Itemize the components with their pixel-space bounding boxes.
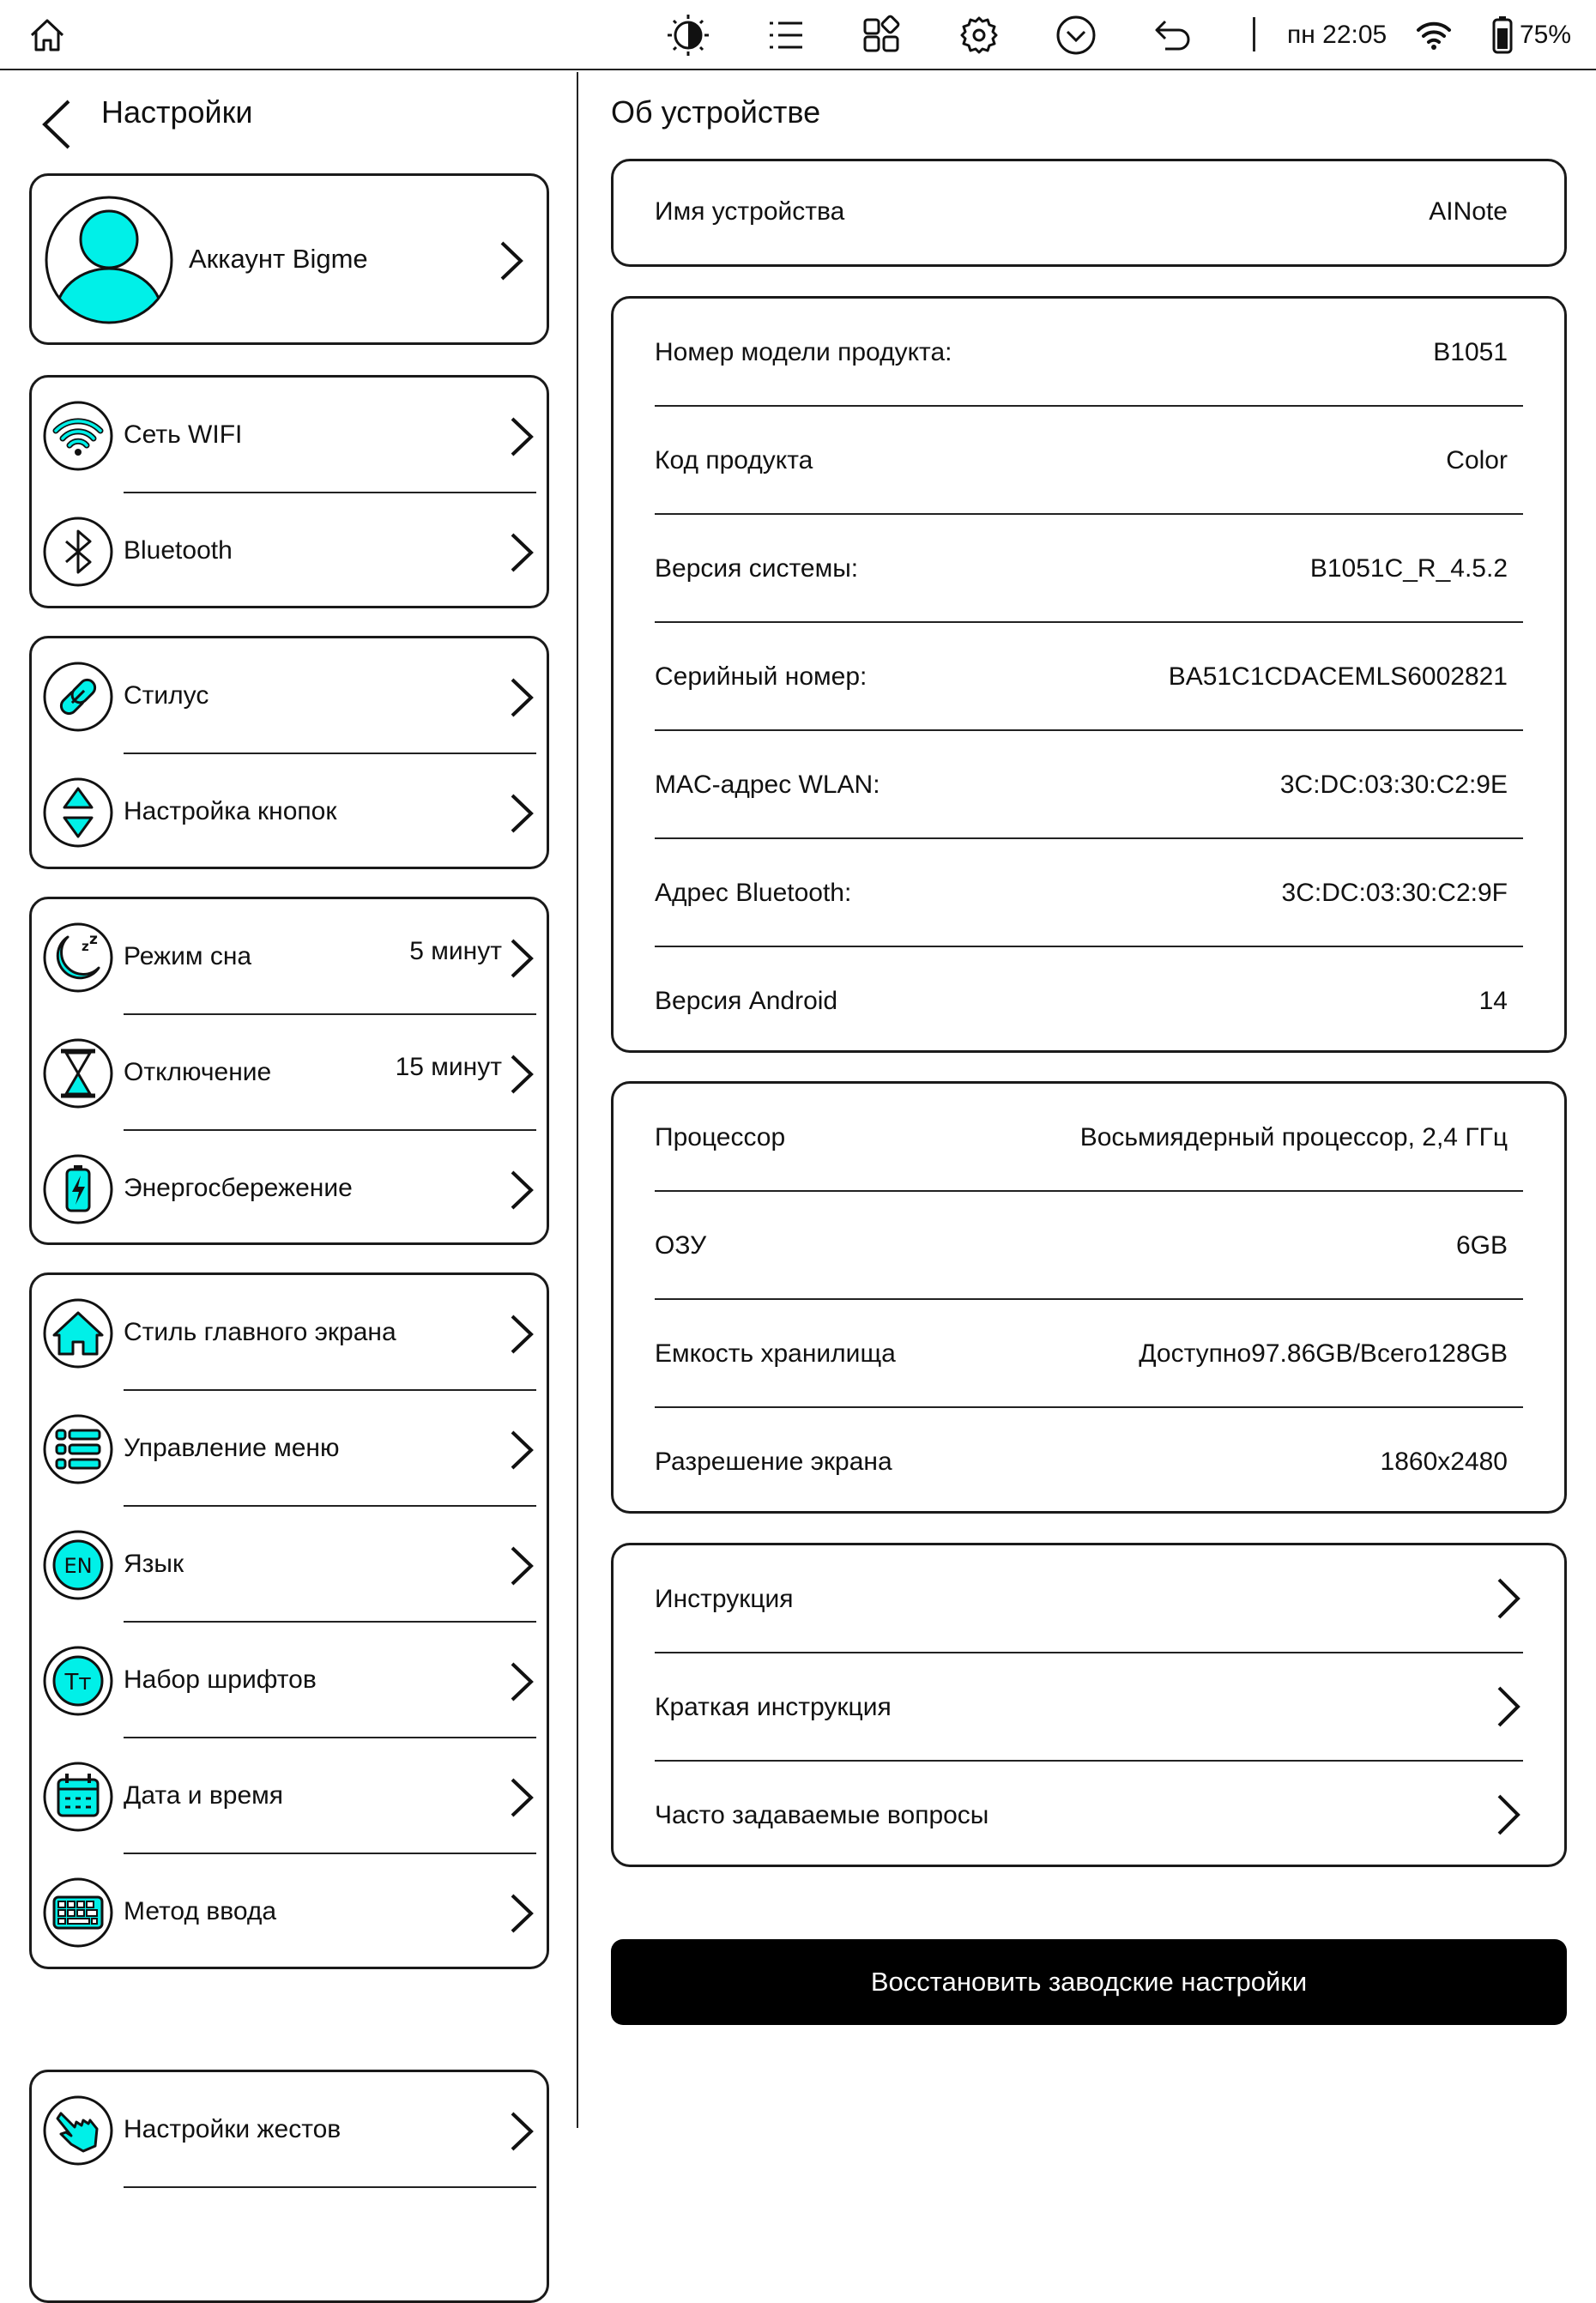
info-value: 1860x2480	[1380, 1448, 1508, 1476]
info-value: 14	[1478, 987, 1508, 1015]
gesture-icon	[42, 2094, 114, 2167]
factory-reset-button[interactable]: Восстановить заводские настройки	[611, 1939, 1567, 2025]
sleep-icon	[42, 922, 114, 994]
info-row	[614, 515, 1564, 623]
info-row	[614, 299, 1564, 407]
settings-item-gestures[interactable]	[32, 2072, 547, 2188]
settings-item-home-style[interactable]	[32, 1275, 547, 1391]
device-name-card[interactable]	[611, 159, 1567, 267]
home-icon[interactable]	[21, 9, 74, 62]
info-label: Адрес Bluetooth:	[655, 879, 852, 907]
chevron-right-icon	[507, 1167, 536, 1213]
info-label: Версия Android	[655, 987, 838, 1015]
list-icon[interactable]	[759, 9, 812, 62]
settings-sidebar	[0, 72, 578, 2143]
wifi-icon	[42, 400, 114, 472]
info-label: Код продукта	[655, 446, 813, 475]
gestures-group	[29, 2070, 549, 2303]
power-group	[29, 897, 549, 1245]
battery-saver-icon	[42, 1153, 114, 1225]
help-item-label: Инструкция	[655, 1585, 794, 1613]
info-value: Восьмиядерный процессор, 2,4 ГГц	[1079, 1123, 1508, 1152]
info-value: Доступно97.86GB/Всего128GB	[1139, 1339, 1508, 1368]
info-label: Разрешение экрана	[655, 1448, 892, 1476]
font-icon	[42, 1645, 114, 1717]
settings-item-power-saving[interactable]	[32, 1131, 547, 1247]
settings-item-label: Управление меню	[124, 1434, 340, 1462]
info-label: Версия системы:	[655, 554, 859, 583]
info-row	[614, 1192, 1564, 1300]
back-arrow-icon[interactable]	[1146, 9, 1199, 62]
device-info-card	[611, 296, 1567, 1053]
device-name-row[interactable]	[614, 161, 1564, 264]
info-value: B1051C_R_4.5.2	[1309, 554, 1508, 583]
help-card	[611, 1543, 1567, 1867]
hardware-card	[611, 1081, 1567, 1514]
collapse-icon[interactable]	[1049, 9, 1103, 62]
help-item-quick-guide[interactable]	[614, 1653, 1564, 1762]
shutdown-value: 15 минут	[395, 1053, 502, 1081]
menu-list-icon	[42, 1413, 114, 1485]
back-button[interactable]	[34, 94, 86, 154]
svg-text:EN: EN	[63, 1554, 93, 1578]
chevron-right-icon	[507, 1311, 536, 1357]
hourglass-icon	[42, 1037, 114, 1109]
chevron-right-icon	[507, 1051, 536, 1097]
settings-item-shutdown[interactable]	[32, 1015, 547, 1131]
apps-icon[interactable]	[855, 9, 908, 62]
settings-item-label: Bluetooth	[124, 536, 233, 565]
info-row	[614, 623, 1564, 731]
contrast-icon[interactable]	[662, 9, 715, 62]
info-label: Серийный номер:	[655, 662, 868, 691]
info-label: Процессор	[655, 1123, 786, 1152]
chevron-right-icon	[507, 1774, 536, 1821]
settings-item-sleep[interactable]	[32, 899, 547, 1015]
settings-item-menu[interactable]	[32, 1391, 547, 1507]
info-value: B1051	[1433, 338, 1508, 366]
settings-item-label: Настройка кнопок	[124, 797, 337, 825]
chevron-right-icon	[507, 2108, 536, 2155]
info-label: MAC-адрес WLAN:	[655, 771, 880, 799]
settings-item-language[interactable]	[32, 1507, 547, 1623]
clock: пн 22:05	[1287, 21, 1387, 49]
page-title: Настройки	[101, 94, 253, 130]
settings-item-datetime[interactable]	[32, 1738, 547, 1854]
battery-level: 75%	[1520, 21, 1572, 49]
chevron-right-icon	[507, 790, 536, 837]
stylus-icon	[42, 661, 114, 733]
svg-text:z: z	[89, 931, 98, 948]
personalization-group	[29, 1272, 549, 1969]
settings-item-label: Метод ввода	[124, 1897, 277, 1925]
back-icon	[34, 94, 86, 154]
account-card[interactable]	[29, 173, 549, 345]
svg-text:z: z	[82, 939, 89, 954]
settings-item-label: Стиль главного экрана	[124, 1318, 396, 1346]
chevron-right-icon	[507, 1427, 536, 1473]
svg-text:Tт: Tт	[64, 1670, 92, 1696]
network-group	[29, 375, 549, 608]
info-row	[614, 731, 1564, 839]
help-item-label: Краткая инструкция	[655, 1693, 892, 1721]
input-devices-group	[29, 636, 549, 869]
info-row	[614, 947, 1564, 1055]
settings-item-label: Настройки жестов	[124, 2115, 342, 2143]
device-name-value: AINote	[1429, 197, 1508, 226]
settings-item-fonts[interactable]	[32, 1623, 547, 1738]
settings-item-label: Режим сна	[124, 942, 252, 970]
chevron-right-icon	[1494, 1683, 1523, 1731]
settings-item-bluetooth[interactable]	[32, 493, 547, 609]
info-value: Color	[1446, 446, 1508, 475]
chevron-right-icon	[507, 414, 536, 460]
info-row	[614, 1300, 1564, 1408]
divider	[124, 2186, 536, 2188]
info-value: BA51C1CDACEMLS6002821	[1168, 662, 1508, 691]
language-icon	[42, 1529, 114, 1601]
chevron-right-icon	[1494, 1575, 1523, 1623]
settings-item-label: Дата и время	[124, 1781, 284, 1810]
home-style-icon	[42, 1297, 114, 1369]
wifi-status-icon	[1407, 9, 1460, 62]
info-row	[614, 407, 1564, 515]
chevron-right-icon	[507, 935, 536, 982]
status-divider	[1253, 17, 1255, 51]
info-value: 3C:DC:03:30:C2:9E	[1279, 771, 1508, 799]
sleep-value: 5 минут	[409, 937, 502, 965]
info-label: Номер модели продукта:	[655, 338, 952, 366]
info-row	[614, 1408, 1564, 1516]
chevron-right-icon	[507, 1543, 536, 1589]
settings-item-stylus[interactable]	[32, 638, 547, 754]
info-value: 3C:DC:03:30:C2:9F	[1281, 879, 1508, 907]
help-item-label: Часто задаваемые вопросы	[655, 1801, 989, 1829]
chevron-right-icon	[507, 529, 536, 576]
about-device-panel	[580, 72, 1596, 2128]
settings-item-label: Стилус	[124, 681, 209, 710]
info-row	[614, 839, 1564, 947]
settings-item-label: Сеть WIFI	[124, 420, 243, 449]
chevron-right-icon	[1494, 1791, 1523, 1839]
info-value: 6GB	[1455, 1231, 1508, 1260]
account-label: Аккаунт Bigme	[189, 244, 368, 274]
settings-item-label: Отключение	[124, 1058, 272, 1086]
info-label: Имя устройства	[655, 197, 845, 226]
chevron-right-icon	[507, 674, 536, 721]
help-item-manual[interactable]	[614, 1545, 1564, 1653]
bluetooth-icon	[42, 516, 114, 588]
help-item-faq[interactable]	[614, 1762, 1564, 1870]
section-title: Об устройстве	[611, 94, 821, 130]
avatar-icon	[44, 195, 174, 325]
settings-icon[interactable]	[952, 9, 1006, 62]
settings-item-label: Энергосбережение	[124, 1174, 353, 1202]
chevron-right-icon	[507, 1659, 536, 1705]
settings-item-label: Набор шрифтов	[124, 1665, 317, 1694]
settings-item-input-method[interactable]	[32, 1854, 547, 1970]
info-label: Емкость хранилища	[655, 1339, 896, 1368]
status-bar	[0, 0, 1596, 70]
chevron-right-icon	[507, 1890, 536, 1937]
settings-item-buttons[interactable]	[32, 754, 547, 870]
calendar-icon	[42, 1761, 114, 1833]
settings-item-wifi[interactable]	[32, 378, 547, 493]
info-row	[614, 1084, 1564, 1192]
buttons-icon	[42, 777, 114, 849]
settings-item-label: Язык	[124, 1550, 184, 1578]
chevron-right-icon	[493, 238, 528, 284]
keyboard-icon	[42, 1877, 114, 1949]
info-label: ОЗУ	[655, 1231, 707, 1260]
